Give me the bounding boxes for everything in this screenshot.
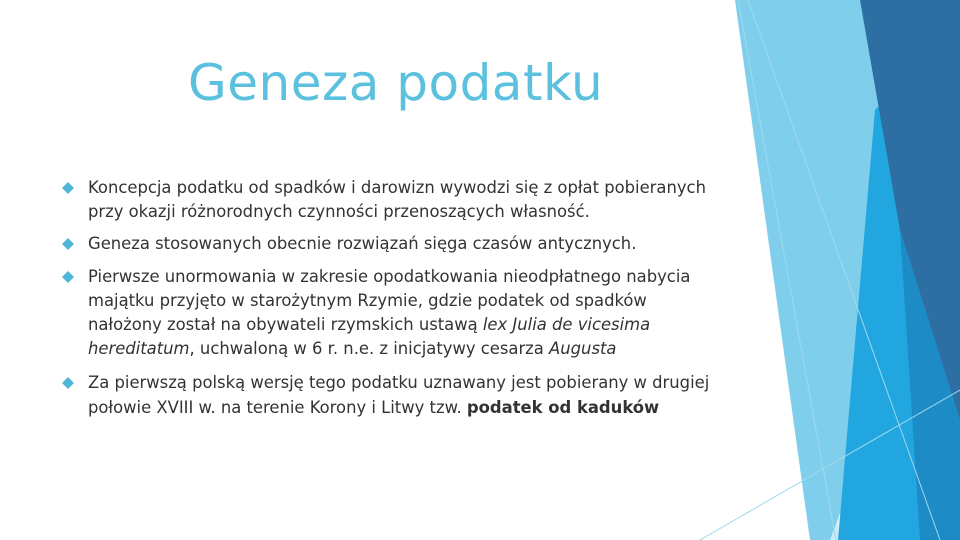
- bullet-text: Pierwsze unormowania w zakresie opodatkowania nieodpłatnego nabycia majątku przyjęto w starożytnym Rzymie, gdzie podatek od spadków nałożony został na obywateli rzymskich ustawą: [88, 266, 691, 335]
- bullet-text: Za pierwszą polską wersję tego podatku uznawany jest pobierany w drugiej połowie XVIII w. na terenie Korony i Litwy tzw.: [88, 373, 710, 417]
- diamond-bullet-icon: [62, 238, 74, 250]
- bullet-list: [62, 176, 722, 420]
- diamond-bullet-icon: [62, 377, 74, 389]
- tax-name-bold: podatek od kaduków: [466, 397, 660, 417]
- slide-title: Geneza podatku: [188, 54, 604, 112]
- bullet-item: [62, 265, 722, 362]
- law-name-italic: lex Julia de vicesima hereditatum: [88, 315, 651, 359]
- emperor-name-italic: Augusta: [549, 339, 617, 359]
- bullet-item: [62, 371, 722, 419]
- bullet-item: [62, 176, 722, 224]
- bullet-item: [62, 232, 722, 256]
- bullet-text: Geneza stosowanych obecnie rozwiązań sięga czasów antycznych.: [88, 234, 637, 254]
- diamond-bullet-icon: [62, 182, 74, 194]
- bullet-text: , uchwaloną w 6 r. n.e. z inicjatywy cesarza: [189, 339, 550, 359]
- diamond-bullet-icon: [62, 271, 74, 283]
- bullet-text: Koncepcja podatku od spadków i darowizn wywodzi się z opłat pobieranych przy okazji różnorodnych czynności przenoszących własność.: [88, 178, 706, 222]
